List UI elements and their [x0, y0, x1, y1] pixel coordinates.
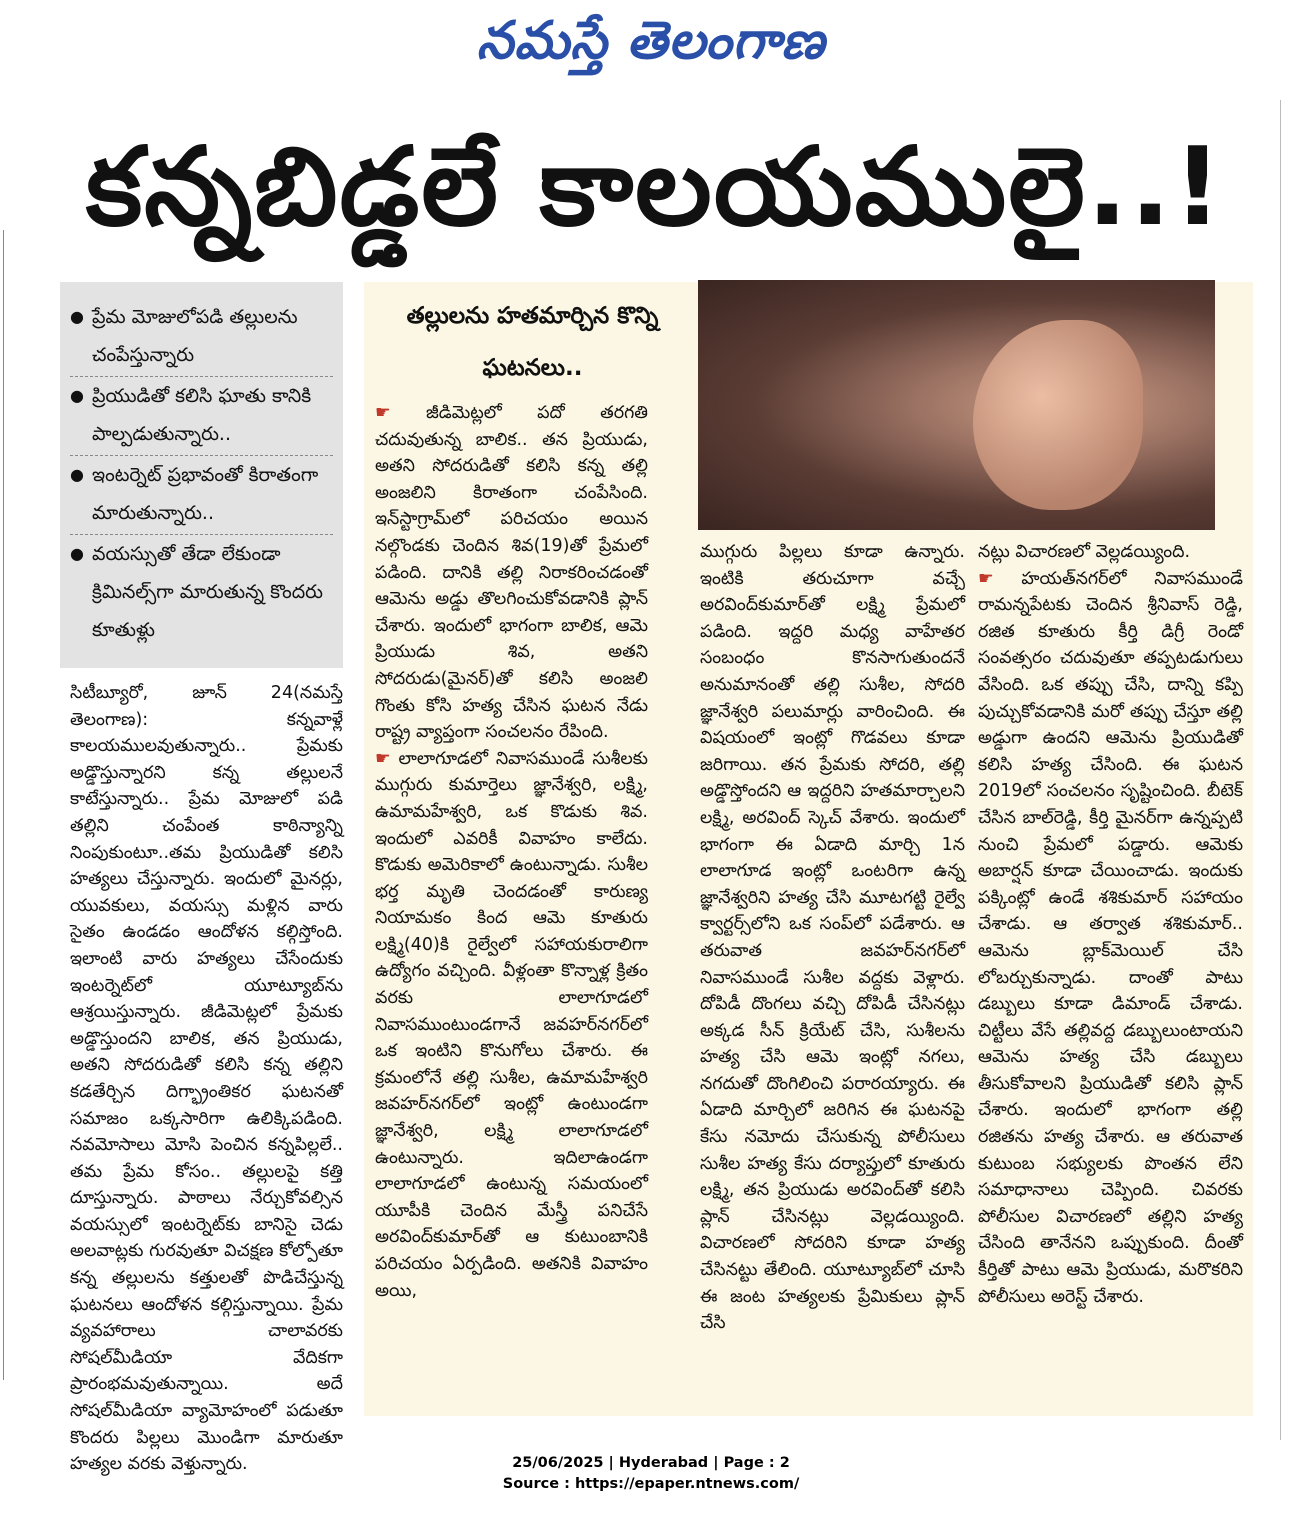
article-paragraph: సిటీబ్యూరో, జూన్ 24(నమస్తే తెలంగాణ): కన్నవాళ్లే కాలయములవుతున్నారు.. ప్రేమకు అడ్డొస్తున్నారని కన్న తల్లులనే కాటేస్తున్నారు.. ప్రేమ మోజులో పడి తల్లిని చంపేంత కాఠిన్యాన్ని నింపుకుంటూ..తమ ప్రియుడితో కలిసి హత్యలు చేస్తున్నారు. ఇందులో మైనర్లు, యువకులు, వయస్సు మళ్లిన వారు సైతం ఉండడం ఆందోళన కల్గిస్తోంది. ఇలాంటి వారు హత్యలు చేసేందుకు ఇంటర్నెట్‌లో యూట్యూబ్‌ను ఆశ్రయిస్తున్నారు. జీడిమెట్లలో ప్రేమకు అడ్డొస్తుందని బాలిక, తన ప్రియుడు, అతని సోదరుడితో కలిసి కన్న తల్లిని కడతేర్చిన దిగ్భ్రాంతికర ఘటనతో సమాజం ఒక్కసారిగా ఉలిక్కిపడింది. నవమోసాలు మోసి పెంచిన కన్నపిల్లలే.. తమ ప్రేమ కోసం.. తల్లులపై కత్తి దూస్తున్నారు. పాఠాలు నేర్చుకోవల్సిన వయస్సులో ఇంటర్నెట్‌కు బానిసై చెడు అలవాట్లకు గురవుతూ విచక్షణ కోల్పోతూ కన్న తల్లులను కత్తులతో పొడిచేస్తున్న ఘటనలు ఆందోళన కల్గిస్తున్నాయి. ప్రేమ వ్యవహారాలు చాలావరకు సోషల్‌మీడియా వేదికగా ప్రారంభమవుతున్నాయి. అదే సోషల్‌మీడియా వ్యామోహంలో పడుతూ కొందరు పిల్లలు మొండిగా మారుతూ హత్యల వరకు వెళ్తున్నారు.	[70, 683, 343, 1475]
footer-date-line: 25/06/2025 | Hyderabad | Page : 2	[512, 1455, 790, 1471]
hand-image	[973, 320, 1143, 510]
article-photo	[698, 280, 1215, 530]
article-column-2	[375, 400, 648, 1304]
left-rule	[3, 230, 4, 1380]
bullet-icon: ●	[70, 386, 84, 405]
highlight-text: వయస్సుతో తేడా లేకుండా క్రిమినల్స్‌గా మారుతున్న కొందరు కూతుళ్లు	[92, 543, 323, 641]
article-column-1	[70, 680, 343, 1478]
page-footer	[0, 1453, 1302, 1495]
article-column-3	[700, 539, 965, 1337]
highlight-item	[70, 535, 333, 651]
incident-paragraph: ☛ జీడిమెట్లలో పదో తరగతి చదువుతున్న బాలిక.. తన ప్రియుడు, అతని సోదరుడితో కలిసి కన్న తల్లి అంజలిని కిరాతంగా చంపేసింది. ఇన్‌స్టాగ్రామ్‌లో పరిచయం అయిన నల్గొండకు చెందిన శివ(19)తో ప్రేమలో పడింది. దానికి తల్లి నిరాకరించడంతో ఆమెను అడ్డు తొలగించుకోవడానికి ప్లాన్ చేశారు. ఇందులో భాగంగా బాలిక, ఆమె ప్రియుడు శివ, అతని సోదరుడు(మైనర్)తో కలిసి అంజలి గొంతు కోసి హత్య చేసిన ఘటన నేడు రాష్ట్ర వ్యాప్తంగా సంచలనం రేపింది.	[375, 400, 648, 746]
incident-paragraph: ☛ హయత్‌నగర్‌లో నివాసముండే రామన్నపేటకు చెందిన శ్రీనివాస్ రెడ్డి, రజిత కూతురు కీర్తి డిగ్రీ రెండో సంవత్సరం చదువుతూ తప్పటడుగులు వేసింది. ఒక తప్పు చేసి, దాన్ని కప్పి పుచ్చుకోవడానికి మరో తప్పు చేస్తూ తల్లి అడ్డుగా ఉందని ఆమెను ప్రియుడితో కలిసి హత్య చేసింది. ఈ ఘటన 2019లో సంచలనం సృష్టించింది. బీటెక్ చేసిన బాల్‌రెడ్డి, కీర్తి మైనర్‌గా ఉన్నప్పటి నుంచి ప్రేమలో పడ్డారు. ఆమెకు అబార్షన్ కూడా చేయించాడు. ఇందుకు పక్కింట్లో ఉండే శశికుమార్ సహాయం చేశాడు. ఆ తర్వాత శశికుమార్.. ఆమెను బ్లాక్‌మెయిల్ చేసి లోబర్చుకున్నాడు. దాంతో పాటు డబ్బులు కూడా డిమాండ్ చేశాడు. చిట్టీలు వేసే తల్లివద్ద డబ్బులుంటాయని ఆమెను హత్య చేసి డబ్బులు తీసుకోవాలని ప్రియుడితో కలిసి ప్లాన్ చేశారు. ఇందులో భాగంగా తల్లి రజితను హత్య చేశారు. ఆ తరువాత కుటుంబ సభ్యులకు పొంతన లేని సమాధానాలు చెప్పింది. చివరకు పోలీసుల విచారణలో తల్లిని హత్య చేసింది తానేనని ఒప్పుకుంది. దీంతో కీర్తితో పాటు ఆమె ప్రియుడు, మరొకరిని పోలీసులు అరెస్ట్ చేశారు.	[978, 566, 1243, 1311]
highlight-text: ఇంటర్నెట్ ప్రభావంతో కిరాతంగా మారుతున్నారు..	[92, 464, 319, 524]
highlight-text: ప్రేమ మోజులోపడి తల్లులను చంపేస్తున్నారు	[92, 306, 298, 366]
masthead-logo: నమస్తే తెలంగాణ	[476, 11, 826, 71]
highlight-text: ప్రియుడితో కలిసి ఘాతు కానికి పాల్పడుతున్నారు..	[92, 385, 312, 445]
bullet-icon: ●	[70, 544, 84, 563]
highlights-box	[60, 282, 343, 668]
headline: కన్నబిడ్డలే కాలయములై..!	[85, 125, 1225, 250]
incidents-box-title: తల్లులను హతమార్చిన కొన్ని ఘటనలు..	[406, 303, 659, 381]
bullet-icon: ●	[70, 465, 84, 484]
right-rule	[1280, 100, 1281, 1440]
article-column-4	[978, 539, 1243, 1310]
article-paragraph: ముగ్గురు పిల్లలు కూడా ఉన్నారు. ఇంటికి తరుచూగా వచ్చే అరవింద్‌కుమార్‌తో లక్ష్మి ప్రేమలో పడింది. ఇద్దరి మధ్య వాహేతర సంబంధం కొనసాగుతుందనే అనుమానంతో తల్లి సుశీల, సోదరి జ్ఞానేశ్వరి పలుమార్లు వారించింది. ఈ విషయంలో ఇంట్లో గొడవలు కూడా జరిగాయి. తన ప్రేమకు సోదరి, తల్లి అడ్డొస్తోందని ఆ ఇద్దరిని హతమార్చాలని లక్ష్మి, అరవింద్ స్కెచ్ వేశారు. ఇందులో భాగంగా ఈ ఏడాది మార్చి 1న లాలాగూడ ఇంట్లో ఒంటరిగా ఉన్న జ్ఞానేశ్వరిని హత్య చేసి మూటగట్టి రైల్వే క్వార్టర్స్‌లోని ఒక సంప్‌లో పడేశారు. ఆ తరువాత జవహర్‌నగర్‌లో నివాసముండే సుశీల వద్దకు వెళ్లారు. దోపిడీ దొంగలు వచ్చి దోపిడీ చేసినట్లు అక్కడ సీన్ క్రియేట్ చేసి, సుశీలను హత్య చేసి ఆమె ఇంట్లో నగలు, నగదుతో దొంగిలించి పరారయ్యారు. ఈ ఏడాది మార్చిలో జరిగిన ఈ ఘటనపై కేసు నమోదు చేసుకున్న పోలీసులు సుశీల హత్య కేసు దర్యాప్తులో కూతురు లక్ష్మి, తన ప్రియుడు అరవింద్‌తో కలిసి ప్లాన్ చేసినట్లు వెల్లడయ్యింది. విచారణలో సోదరిని కూడా హత్య చేసినట్టు తేలింది. యూట్యూబ్‌లో చూసి ఈ జంట హత్యలకు ప్రేమికులు ప్లాన్ చేసి	[700, 542, 965, 1334]
footer-source-line: Source : https://epaper.ntnews.com/	[502, 1476, 800, 1492]
highlight-item	[70, 298, 333, 377]
highlight-item	[70, 456, 333, 535]
highlight-item	[70, 377, 333, 456]
incident-paragraph: ☛ లాలాగూడలో నివాసముండే సుశీలకు ముగ్గురు కుమార్తెలు జ్ఞానేశ్వరి, లక్ష్మి, ఉమామహేశ్వరి, ఒక కొడుకు శివ. ఇందులో ఎవరికీ వివాహం కాలేదు. కొడుకు అమెరికాలో ఉంటున్నాడు. సుశీల భర్త మృతి చెందడంతో కారుణ్య నియామకం కింద ఆమె కూతురు లక్ష్మి(40)కి రైల్వేలో సహాయకురాలిగా ఉద్యోగం వచ్చింది. వీళ్లంతా కొన్నాళ్ల క్రితం వరకు లాలాగూడలో నివాసముంటుండగానే జవహర్‌నగర్‌లో ఒక ఇంటిని కొనుగోలు చేశారు. ఈ క్రమంలోనే తల్లి సుశీల, ఉమామహేశ్వరి జవహర్‌నగర్‌లో ఇంట్లో ఉంటుండగా జ్ఞానేశ్వరి, లక్ష్మి లాలాగూడలో ఉంటున్నారు. ఇదిలాఉండగా లాలాగూడలో ఉంటున్న సమయంలో యూపీకి చెందిన మేస్త్రీ పనిచేసే అరవింద్‌కుమార్‌తో ఆ కుటుంబానికి పరిచయం ఏర్పడింది. అతనికి వివాహం అయి,	[375, 746, 648, 1304]
article-paragraph: నట్లు విచారణలో వెల్లడయ్యింది.	[978, 542, 1191, 562]
bullet-icon: ●	[70, 307, 84, 326]
